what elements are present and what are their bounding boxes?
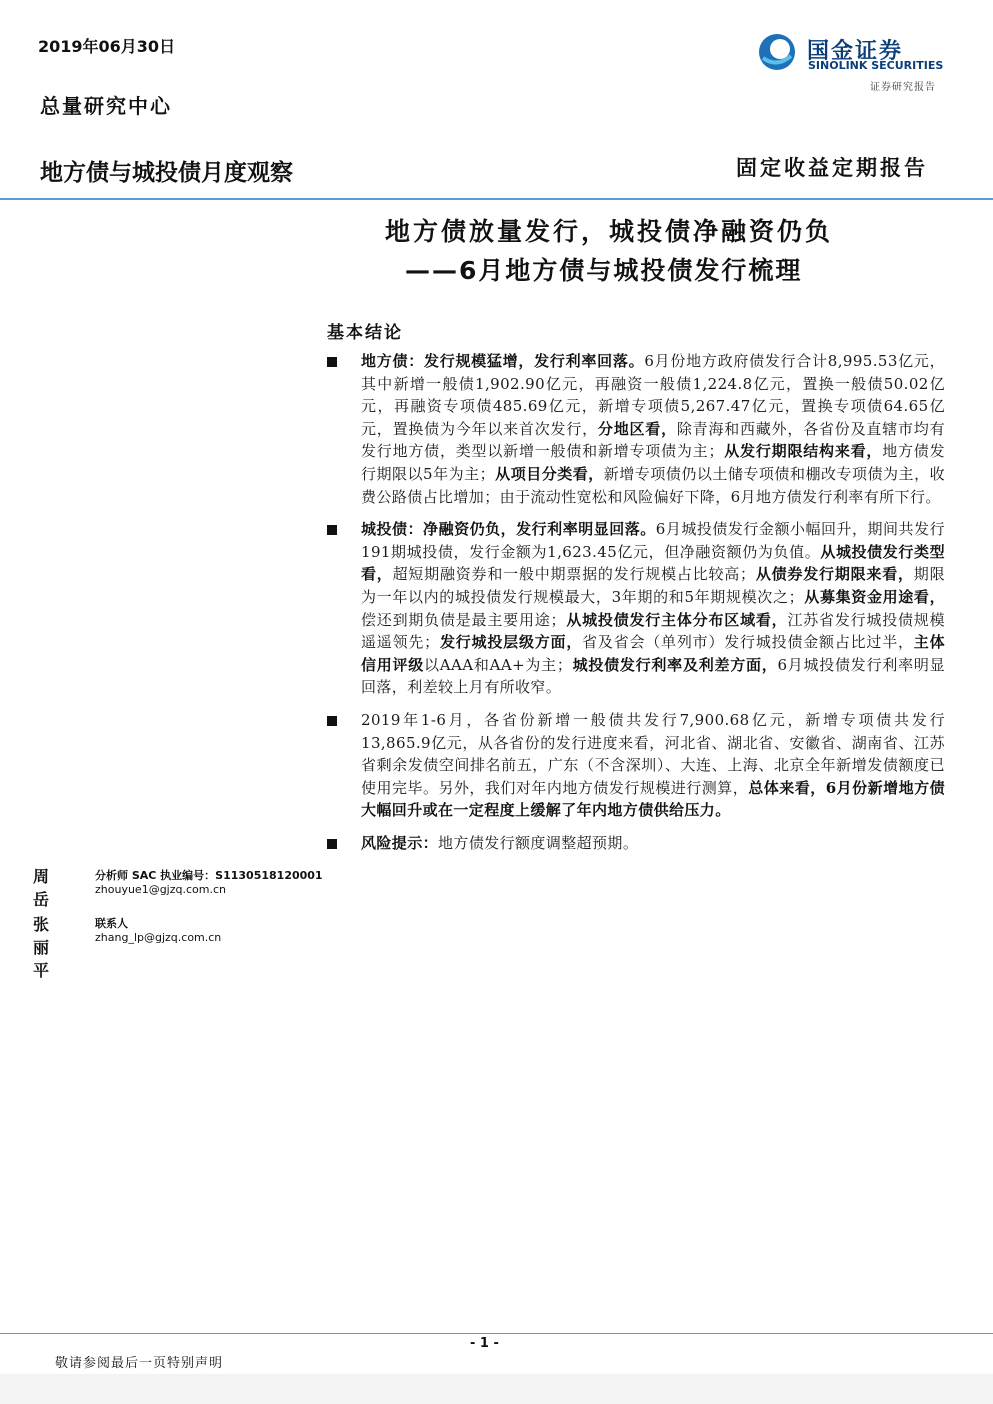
summary-bullet	[327, 518, 945, 699]
bullet-emphasis: 从城投债发行主体分布区域看，	[565, 610, 788, 629]
header-divider	[0, 198, 993, 200]
author-role: 分析师 SAC 执业编号：S1130518120001	[95, 869, 323, 882]
report-series-title: 地方债与城投债月度观察	[40, 160, 293, 186]
bullet-emphasis: 从债券发行期限来看，	[755, 565, 914, 584]
bullet-text: 超短期融资券和一般中期票据的发行规模占比较高；	[392, 565, 756, 584]
logo-name-en: SINOLINK SECURITIES	[808, 59, 944, 72]
disclaimer-text: 敬请参阅最后一页特别声明	[55, 1356, 224, 1371]
bullet-text: 6月城投债发行利率明显回落，利差较上月有所收窄。	[361, 655, 945, 697]
bullet-text: 地方债发行期限以5年为主；	[361, 442, 946, 483]
summary-bullet	[327, 832, 945, 855]
bullet-square-icon	[327, 357, 337, 367]
bullet-text: 地方债发行额度调整超预期。	[438, 833, 639, 852]
author-name: 张丽平	[33, 915, 53, 980]
bullet-emphasis: 主体信用评级	[361, 633, 945, 674]
bullet-emphasis: 风险提示：	[361, 833, 439, 852]
bullet-text: 偿还到期负债是最主要用途；	[361, 610, 566, 629]
author-role: 联系人	[95, 917, 128, 930]
summary-bullet	[327, 709, 945, 822]
bullet-emphasis: 分地区看，	[597, 419, 677, 438]
section-heading: 基本结论	[327, 323, 403, 343]
bullet-text: 省及省会（单列市）发行城投债金额占比过半，	[582, 633, 914, 652]
bullet-text: 除青海和西藏外，各省份及直辖市均有发行地方债，类型以新增一般债和新增专项债为主；	[361, 419, 945, 461]
author-email[interactable]: zhouyue1@gjzq.com.cn	[95, 883, 226, 896]
bullet-square-icon	[327, 716, 337, 726]
footer-divider	[0, 1333, 993, 1334]
bullet-emphasis: 城投债发行利率及利差方面，	[572, 655, 778, 674]
bullet-emphasis: 从城投债发行类型看，	[361, 542, 946, 584]
bullet-emphasis: 城投债：净融资仍负，发行利率明显回落。	[361, 520, 656, 539]
bullet-text: 以AAA和AA+为主；	[424, 655, 573, 674]
bullet-text: 江苏省发行城投债规模遥遥领先；	[361, 610, 945, 652]
author-email[interactable]: zhang_lp@gjzq.com.cn	[95, 931, 222, 944]
bullet-emphasis: 从项目分类看，	[495, 464, 604, 483]
bullet-square-icon	[327, 525, 337, 535]
company-logo	[757, 32, 947, 92]
bullet-emphasis: 发行城投层级方面，	[439, 633, 583, 652]
logo-mark-icon	[757, 32, 797, 72]
bullet-text: 2019年1-6月，各省份新增一般债共发行7,900.68亿元，新增专项债共发行13,865.9亿元，从各省份的发行进度来看，河北省、湖北省、安徽省、湖南省、江苏省剩余发债空间排名前五，广东（不含深圳）、大连、上海、北京全年新增发债额度已使用完毕。另外，我们对年内地方债发行规模进行测算，	[361, 710, 945, 797]
bullet-text: 期限为一年以内的城投债发行规模最大，3年期的和5年期规模次之；	[361, 565, 945, 606]
logo-subtitle: 证券研究报告	[870, 82, 936, 93]
author-name: 周岳	[33, 867, 53, 909]
bullet-emphasis: 从募集资金用途看，	[804, 587, 945, 606]
bullet-square-icon	[327, 839, 337, 849]
bullet-emphasis: 总体来看，6月份新增地方债大幅回升或在一定程度上缓解了年内地方债供给压力。	[361, 778, 945, 820]
bullet-text: 6月份地方政府债发行合计8,995.53亿元，其中新增一般债1,902.90亿元，再融资一般债1,224.8亿元，置换一般债50.02亿元，再融资专项债485.69亿元，新增专项债5,267.47亿元，置换专项债64.65亿元，置换债为今年以来首次发行，	[361, 352, 945, 438]
page-number: - 1 -	[470, 1336, 499, 1351]
report-type: 固定收益定期报告	[736, 156, 928, 180]
footer-band	[0, 1374, 993, 1404]
main-subtitle: ——6月地方债与城投债发行梳理	[405, 256, 803, 285]
summary-bullet-list	[327, 350, 945, 864]
logo-name-cn: 国金证券	[807, 39, 904, 64]
report-date: 2019年06月30日	[38, 37, 176, 56]
bullet-text: 6月城投债发行金额小幅回升，期间共发行191期城投债，发行金额为1,623.45亿元，但净融资额仍为负值。	[361, 520, 945, 561]
bullet-text: 新增专项债仍以土储专项债和棚改专项债为主，收费公路债占比增加；由于流动性宽松和风险偏好下降，6月地方债发行利率有所下行。	[361, 464, 945, 506]
bullet-emphasis: 地方债：发行规模猛增，发行利率回落。	[361, 352, 645, 370]
department-name: 总量研究中心	[40, 94, 172, 118]
bullet-emphasis: 从发行期限结构来看，	[723, 442, 883, 461]
summary-bullet	[327, 350, 945, 508]
main-title: 地方债放量发行，城投债净融资仍负	[385, 217, 834, 246]
